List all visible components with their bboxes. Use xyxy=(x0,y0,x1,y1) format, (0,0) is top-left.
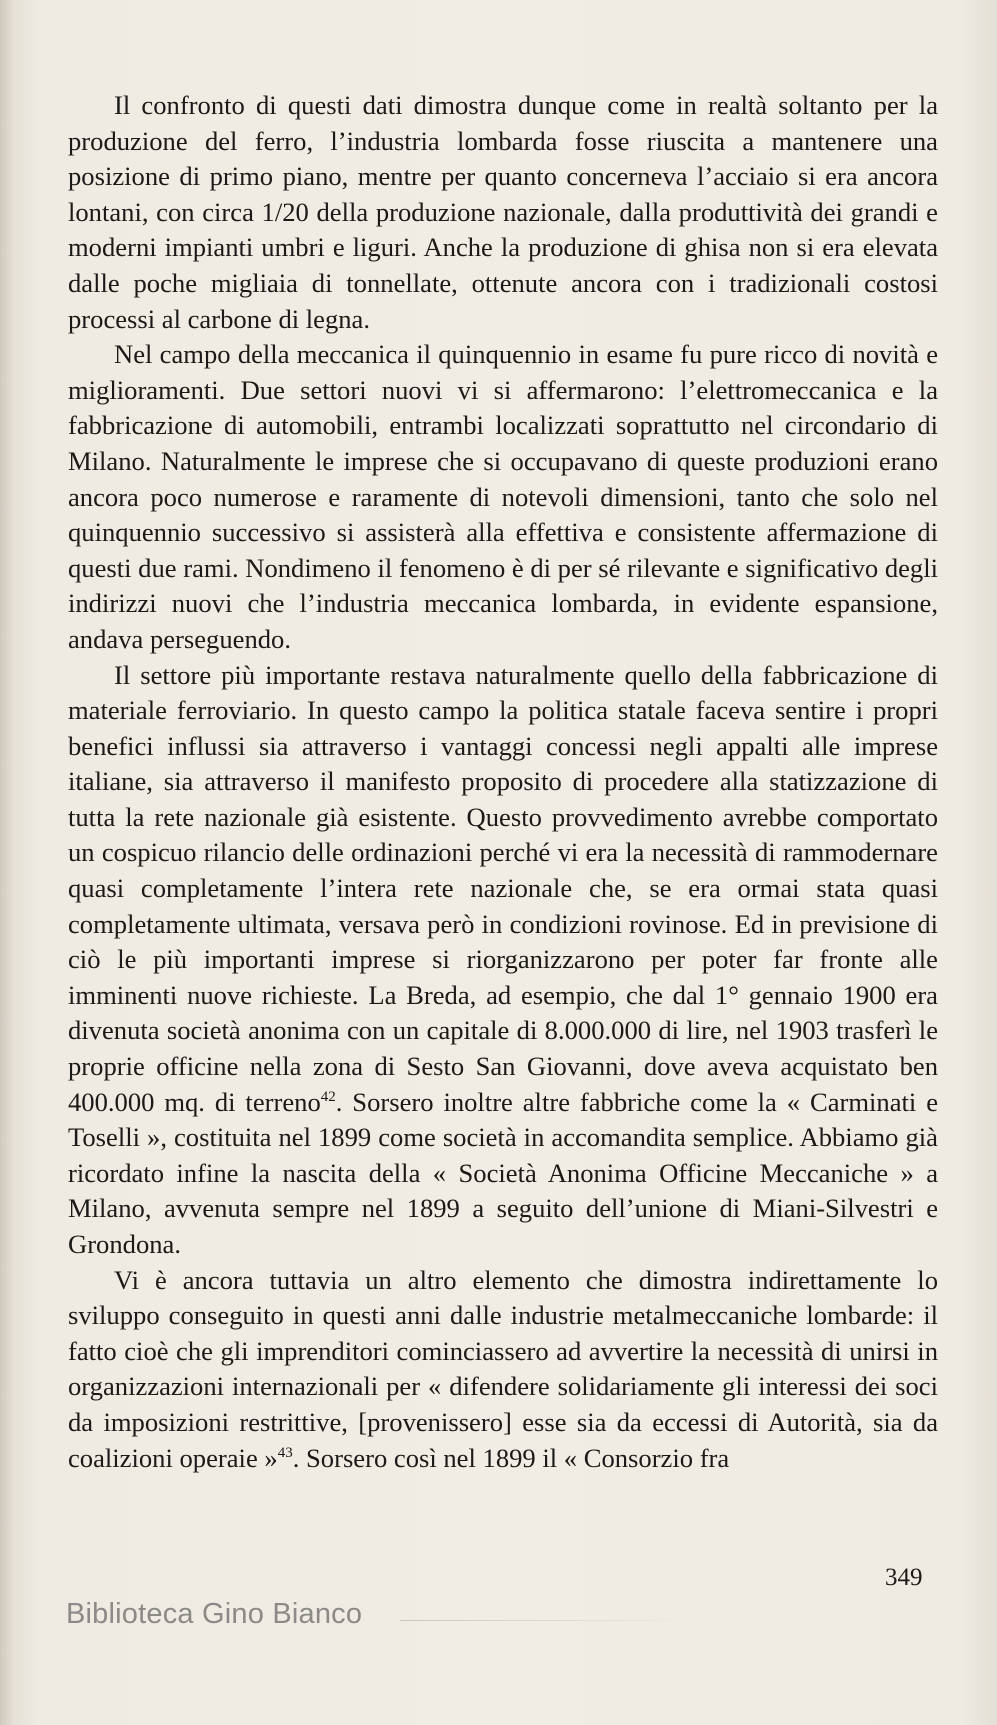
body-text xyxy=(68,88,938,1476)
paragraph-4-tail: . Sorsero così nel 1899 il « Consorzio fra xyxy=(292,1442,730,1473)
library-watermark: Biblioteca Gino Bianco xyxy=(66,1598,363,1630)
paragraph-3-text: Il settore più importante restava naturalmente quello della fabbricazione di materiale ferroviario. In questo campo la politica statale faceva sentire i propri benefici influssi sia attraverso i vantaggi concessi negli appalti alle imprese italiane, sia attraverso il manifesto proposito di procedere alla statizzazione di tutta la rete nazionale già esistente. Questo provvedimento avrebbe comportato un cospicuo rilancio delle ordinazioni perché vi era la necessità di rammodernare quasi completamente l’intera rete nazionale che, se era ormai stata quasi completamente ultimata, versava però in condizioni rovinose. Ed in previsione di ciò le più importanti imprese si riorganizzarono per poter far fronte alle imminenti nuove richieste. La Breda, ad esempio, che dal 1° gennaio 1900 era divenuta società anonima con un capitale di 8.000.000 di lire, nel 1903 trasferì le proprie officine nella zona di Sesto San Giovanni, dove aveva acquistato ben 400.000 mq. di terreno xyxy=(68,659,938,1117)
paragraph-3-tail: . Sorsero inoltre altre fabbriche come la « Carminati e Toselli », costituita nel 1899 come società in accomandita semplice. Abbiamo già ricordato infine la nascita della « Società Anonima Officine Meccaniche » a Milano, avvenuta sempre nel 1899 a seguito dell’unione di Miani-Silvestri e Grondona. xyxy=(68,1086,939,1259)
paragraph-3 xyxy=(68,658,938,1263)
paragraph-4 xyxy=(68,1263,938,1477)
paragraph-1: Il confronto di questi dati dimostra dunque come in realtà soltanto per la produzione del ferro, l’industria lombarda fosse riuscita a mantenere una posizione di primo piano, mentre per quanto concerneva l’acciaio si era ancora lontani, con circa 1/20 della produzione nazionale, dalla produttività dei grandi e moderni impianti umbri e liguri. Anche la produzione di ghisa non si era elevata dalle poche migliaia di tonnellate, ottenute ancora con i tradizionali costosi processi al carbone di legna. xyxy=(68,90,938,334)
footnote-ref-43: 43 xyxy=(277,1444,293,1461)
page-number: 349 xyxy=(885,1564,923,1591)
paragraph-4-text: Vi è ancora tuttavia un altro elemento che dimostra indirettamente lo sviluppo conseguito in questi anni dalle industrie metalmeccaniche lombarde: il fatto cioè che gli imprenditori cominciassero ad avvertire la necessità di unirsi in organizzazioni internazionali per « difendere solidariamente gli interessi dei soci da imposizioni restrittive, [provenissero] esse sia da eccessi di Autorità, sia da coalizioni operaie » xyxy=(68,1264,938,1473)
watermark-divider xyxy=(400,1620,700,1621)
paragraph-2: Nel campo della meccanica il quinquennio in esame fu pure ricco di novità e miglioramenti. Due settori nuovi vi si affermarono: l’elettromeccanica e la fabbricazione di automobili, entrambi localizzati soprattutto nel circondario di Milano. Naturalmente le imprese che si occupavano di queste produzioni erano ancora poco numerose e raramente di notevoli dimensioni, tanto che solo nel quinquennio successivo si assisterà alla effettiva e consistente affermazione di questi due rami. Nondimeno il fenomeno è di per sé rilevante e significativo degli indirizzi nuovi che l’industria meccanica lombarda, in evidente espansione, andava perseguendo. xyxy=(68,339,938,654)
footnote-ref-42: 42 xyxy=(320,1088,336,1105)
